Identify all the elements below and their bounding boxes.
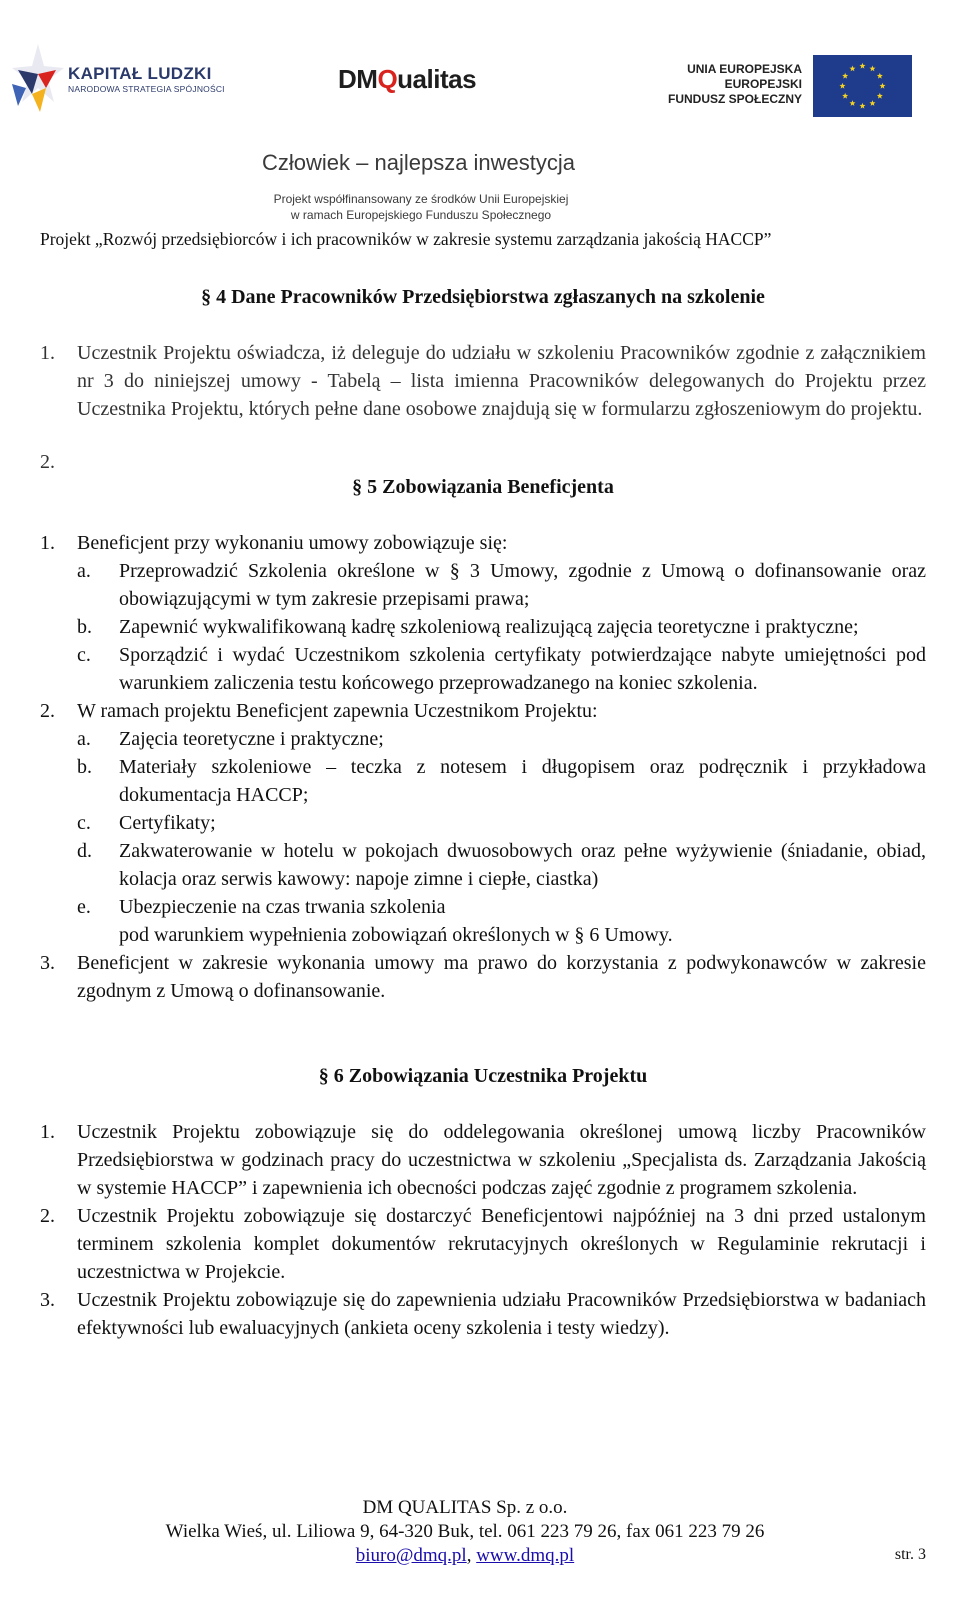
- sub-d-text: Zakwaterowanie w hotelu w pokojach dwuosobowych oraz pełne wyżywienie (śniadanie, obiad, kolacja oraz serwis kawowy: napoje zimne i ciepłe, ciastka): [119, 840, 926, 890]
- section-6-item-3-number: 3.: [40, 1289, 55, 1311]
- section-6-item-2-text: Uczestnik Projektu zobowiązuje się dostarczyć Beneficjentowi najpóźniej na 3 dni przed ustalonym terminem szkolenia komplet dokumentów rekrutacyjnych określonych w Regulaminie rekrutacji i uczestnictwa w Projekcie.: [77, 1205, 926, 1283]
- section-6-title: § 6 Zobowiązania Uczestnika Projektu: [318, 1065, 648, 1087]
- project-title-line: Projekt „Rozwój przedsiębiorców i ich pracowników w zakresie systemu zarządzania jakością HACCP”: [40, 229, 772, 249]
- footer-address: Wielka Wieś, ul. Liliowa 9, 64-320 Buk, tel. 061 223 79 26, fax 061 223 79 26: [165, 1521, 765, 1542]
- footer-separator: ,: [466, 1545, 477, 1566]
- section-5-item-1: [40, 529, 926, 557]
- cofinancing-line-2: w ramach Europejskiego Funduszu Społecznego: [290, 208, 552, 222]
- section-4-item-2: [40, 448, 926, 476]
- sub-c-text: Sporządzić i wydać Uczestnikom szkolenia certyfikaty potwierdzające nabyte umiejętności pod warunkiem zaliczenia testu końcowego przeprowadzanego na koniec szkolenia.: [119, 644, 926, 694]
- section-5-item-1-sub-c: [40, 641, 926, 697]
- page-number: str. 3: [894, 1546, 926, 1563]
- section-4-title: § 4 Dane Pracowników Przedsiębiorstwa zgłaszanych na szkolenie: [201, 286, 765, 308]
- section-5-item-2-text: W ramach projektu Beneficjent zapewnia Uczestnikom Projektu:: [77, 700, 598, 722]
- section-5-item-2-sub-b: [40, 753, 926, 809]
- dmqualitas-logo-dm: DM: [338, 64, 378, 94]
- section-6-item-2-number: 2.: [40, 1205, 55, 1227]
- section-5-item-1-text: Beneficjent przy wykonaniu umowy zobowiązuje się:: [77, 532, 508, 554]
- cofinancing-note: [256, 191, 586, 223]
- sub-a-number: a.: [77, 728, 91, 750]
- sub-b-text: Materiały szkoleniowe – teczka z notesem i długopisem oraz podręcznik i przykładowa dokumentacja HACCP;: [119, 756, 926, 806]
- sub-b-number: b.: [77, 616, 92, 638]
- section-5-item-2-sub-d: [40, 837, 926, 893]
- eu-logo: [662, 60, 912, 120]
- kapital-ludzki-subtitle: NARODOWA STRATEGIA SPÓJNOŚCI: [68, 84, 225, 94]
- sub-b-number: b.: [77, 756, 92, 778]
- section-5-item-2-number: 2.: [40, 700, 55, 722]
- sub-e-number: e.: [77, 896, 91, 918]
- section-4-item-1-text: Uczestnik Projektu oświadcza, iż deleguje do udziału w szkoleniu Pracowników zgodnie z załącznikiem nr 3 do niniejszej umowy - Tabelą – lista imienna Pracowników delegowanych do Projektu przez Uczestnika Projektu, których pełne dane osobowe znajdują się w formularzu zgłoszeniowym do projektu.: [77, 342, 926, 420]
- section-5-item-3-number: 3.: [40, 952, 55, 974]
- section-5-item-3-text: Beneficjent w zakresie wykonania umowy ma prawo do korzystania z podwykonawców w zakresie zgodnym z Umową o dofinansowanie.: [77, 952, 926, 1002]
- slogan: Człowiek – najlepsza inwestycja: [262, 150, 576, 175]
- sub-b-text: Zapewnić wykwalifikowaną kadrę szkoleniową realizującą zajęcia teoretyczne i praktyczne;: [119, 616, 859, 638]
- section-5-item-2-sub-c: [40, 809, 926, 837]
- sub-a-text: Zajęcia teoretyczne i praktyczne;: [119, 728, 384, 750]
- section-4-item-2-number: 2.: [40, 451, 55, 473]
- kapital-ludzki-text: [68, 64, 225, 95]
- cofinancing-line-1: Projekt współfinansowany ze środków Unii Europejskiej: [273, 192, 569, 206]
- section-5-item-2: [40, 697, 926, 725]
- page-header: [0, 0, 960, 249]
- kapital-ludzki-title: KAPITAŁ LUDZKI: [68, 64, 212, 83]
- dmqualitas-logo-rest: ualitas: [397, 64, 477, 94]
- sub-c-text: Certyfikaty;: [119, 812, 216, 834]
- dmqualitas-logo-q: Q: [377, 64, 398, 94]
- footer-company: DM QUALITAS Sp. z o.o.: [362, 1497, 568, 1518]
- sub-d-number: d.: [77, 840, 92, 862]
- kapital-ludzki-logo: [8, 44, 238, 114]
- eu-flag-icon: [813, 55, 912, 117]
- section-5-item-1-sub-a: [40, 557, 926, 613]
- section-4-item-1-number: 1.: [40, 342, 55, 364]
- sub-a-number: a.: [77, 560, 91, 582]
- page-footer: [0, 1496, 930, 1568]
- section-5-title: § 5 Zobowiązania Beneficjenta: [352, 476, 614, 498]
- section-6-item-3-text: Uczestnik Projektu zobowiązuje się do zapewnienia udziału Pracowników Przedsiębiorstwa w badaniach efektywności lub ewaluacyjnych (ankieta oceny szkolenia i testy wiedzy).: [77, 1289, 926, 1339]
- kapital-ludzki-star-icon: [8, 44, 64, 114]
- section-4-item-1: [40, 339, 926, 423]
- sub-c-number: c.: [77, 644, 91, 666]
- section-5-item-1-sub-b: [40, 613, 926, 641]
- section-6-item-1-number: 1.: [40, 1121, 55, 1143]
- section-6-item-3: [40, 1286, 926, 1342]
- document-body: [40, 280, 926, 1342]
- footer-contact: [0, 1544, 930, 1568]
- section-6-item-2: [40, 1202, 926, 1286]
- eu-logo-line3: FUNDUSZ SPOŁECZNY: [667, 92, 802, 106]
- section-5-item-3: [40, 949, 926, 1005]
- eu-logo-line1: UNIA EUROPEJSKA: [687, 62, 802, 76]
- sub-e-text: Ubezpieczenie na czas trwania szkolenia: [119, 896, 446, 918]
- sub-a-text: Przeprowadzić Szkolenia określone w § 3 Umowy, zgodnie z Umową o dofinansowanie oraz obowiązującymi w tym zakresie przepisami prawa;: [119, 560, 926, 610]
- section-6-item-1-text: Uczestnik Projektu zobowiązuje się do oddelegowania określonej umową liczby Pracowników Przedsiębiorstwa w godzinach pracy do uczestnictwa w szkoleniu „Specjalista ds. Zarządzania Jakością w systemie HACCP” i zapewnienia ich obecności podczas zajęć zgodnie z programem szkolenia.: [77, 1121, 926, 1199]
- section-5-item-2-sub-e: [40, 893, 926, 921]
- footer-email-link[interactable]: biuro@dmq.pl: [355, 1545, 467, 1566]
- sub-c-number: c.: [77, 812, 91, 834]
- dmqualitas-logo: [338, 64, 476, 95]
- eu-logo-text: [668, 62, 802, 107]
- section-5-item-2-tail: pod warunkiem wypełnienia zobowiązań określonych w § 6 Umowy.: [119, 924, 673, 946]
- footer-website-link[interactable]: www.dmq.pl: [476, 1545, 575, 1566]
- section-6-item-1: [40, 1118, 926, 1202]
- section-5-item-2-sub-a: [40, 725, 926, 753]
- section-5-item-1-number: 1.: [40, 532, 55, 554]
- eu-logo-line2: EUROPEJSKI: [724, 77, 802, 91]
